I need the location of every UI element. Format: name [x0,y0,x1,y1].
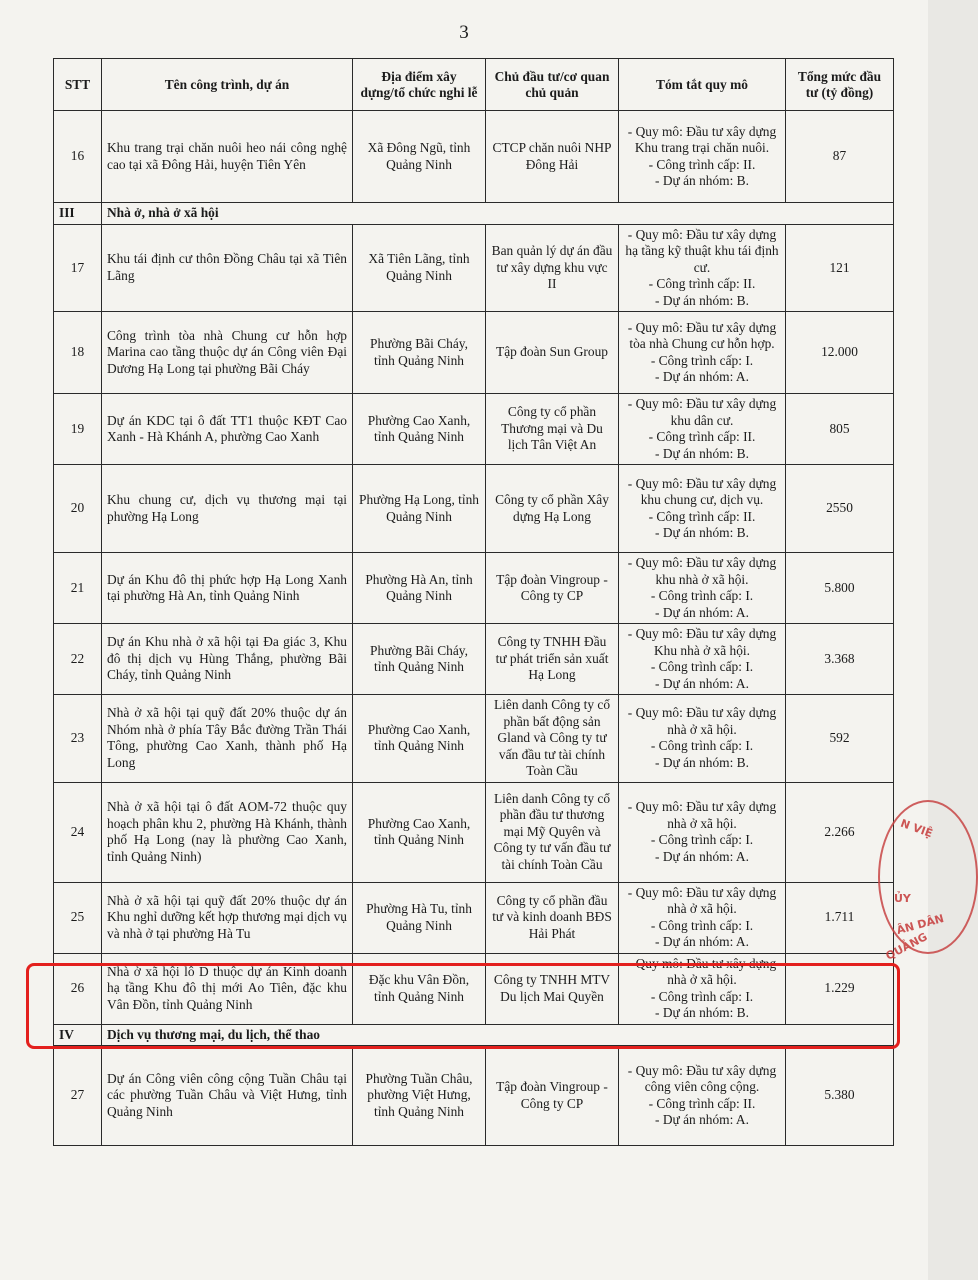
scale-line: - Quy mô: Đầu tư xây dựng hạ tầng kỹ thuật khu tái định cư. [625,226,779,275]
scale-line: - Dự án nhóm: A. [655,934,749,949]
scale-line: - Quy mô: Đầu tư xây dựng Khu nhà ở xã hội. [627,626,777,658]
section-row [54,203,894,225]
scale-line: - Dự án nhóm: B. [655,173,749,188]
row-location: Phường Cao Xanh, tỉnh Quảng Ninh [353,394,486,465]
table-row [54,465,894,553]
table-row [54,553,894,624]
row-scale-summary [619,394,786,465]
row-stt: 26 [54,953,102,1024]
scale-line: - Quy mô: Đầu tư xây dựng khu dân cư. [627,396,777,428]
row-project-name: Nhà ở xã hội tại ô đất AOM-72 thuộc quy hoạch phân khu 2, phường Hà Khánh, thành phố Hạ Long (nay là phường Cao Xanh, tỉnh Quảng Ninh) [102,782,353,882]
header-investor: Chủ đầu tư/cơ quan chủ quản [486,59,619,111]
row-stt: 19 [54,394,102,465]
row-investor: Liên danh Công ty cổ phần đầu tư thương mại Mỹ Quyên và Công ty tư vấn đầu tư tài chính Toàn Cầu [486,782,619,882]
row-project-name: Nhà ở xã hội tại quỹ đất 20% thuộc dự án Khu nghỉ dưỡng kết hợp thương mại dịch vụ và nhà ở tại phường Hà Tu [102,882,353,953]
row-scale-summary [619,224,786,312]
row-location: Phường Cao Xanh, tỉnh Quảng Ninh [353,695,486,783]
table-row [54,1046,894,1146]
row-investor: Tập đoàn Vingroup - Công ty CP [486,1046,619,1146]
row-project-name: Nhà ở xã hội tại quỹ đất 20% thuộc dự án Nhóm nhà ở phía Tây Bắc đường Trần Thái Tông, phường Cao Xanh, thành phố Hạ Long [102,695,353,783]
scale-line: - Dự án nhóm: A. [655,1112,749,1127]
header-stt: STT [54,59,102,111]
row-total-investment: 5.380 [786,1046,894,1146]
row-investor: Công ty cổ phần đầu tư và kinh doanh BĐS Hải Phát [486,882,619,953]
scale-line: - Quy mô: Đầu tư xây dựng nhà ở xã hội. [627,705,777,737]
header-name: Tên công trình, dự án [102,59,353,111]
scale-line: - Công trình cấp: II. [648,429,756,444]
row-stt: 16 [54,111,102,203]
row-total-investment: 1.711 [786,882,894,953]
header-scale: Tóm tắt quy mô [619,59,786,111]
row-stt: 18 [54,312,102,394]
row-scale-summary [619,553,786,624]
row-scale-summary [619,882,786,953]
row-location: Phường Hạ Long, tỉnh Quảng Ninh [353,465,486,553]
row-scale-summary [619,312,786,394]
row-total-investment: 2.266 [786,782,894,882]
scale-line: - Dự án nhóm: B. [655,292,749,308]
header-location: Địa điểm xây dựng/tổ chức nghi lễ [353,59,486,111]
row-investor: Công ty TNHH Đầu tư phát triển sản xuất Hạ Long [486,624,619,695]
table-row [54,624,894,695]
highlight-box [26,963,900,1049]
row-project-name: Khu chung cư, dịch vụ thương mại tại phường Hạ Long [102,465,353,553]
scale-line: - Quy mô: Đầu tư xây dựng khu nhà ở xã hội. [627,555,777,587]
red-seal-stamp: N VIỆ ỦY ÂN DÂN QUẢNG [878,800,978,970]
scale-line: - Quy mô: Đầu tư xây dựng nhà ở xã hội. [627,884,777,916]
scale-line: - Quy mô: Đầu tư xây dựng Khu trang trại chăn nuôi. [627,123,777,155]
section-number: III [54,203,102,225]
header-total: Tổng mức đầu tư (tỷ đồng) [786,59,894,111]
row-total-investment: 2550 [786,465,894,553]
scale-line: - Công trình cấp: I. [650,988,754,1004]
row-project-name: Công trình tòa nhà Chung cư hỗn hợp Marina cao tầng thuộc dự án Công viên Đại Dương Hạ Long tại phường Bãi Cháy [102,312,353,394]
scale-line: - Dự án nhóm: B. [655,445,749,461]
row-scale-summary [619,465,786,553]
row-stt: 27 [54,1046,102,1146]
row-scale-summary [619,695,786,783]
scale-line: - Công trình cấp: I. [650,659,754,674]
row-total-investment: 5.800 [786,553,894,624]
row-project-name: Khu tái định cư thôn Đồng Châu tại xã Tiên Lãng [102,224,353,312]
row-location: Phường Hà Tu, tỉnh Quảng Ninh [353,882,486,953]
row-stt: 24 [54,782,102,882]
row-location: Xã Đông Ngũ, tỉnh Quảng Ninh [353,111,486,203]
row-scale-summary [619,624,786,695]
row-scale-summary [619,1046,786,1146]
row-investor: Công ty cổ phần Xây dựng Hạ Long [486,465,619,553]
row-investor: Tập đoàn Sun Group [486,312,619,394]
table-row [54,782,894,882]
scale-line: - Dự án nhóm: A. [655,604,749,620]
row-investor: Tập đoàn Vingroup - Công ty CP [486,553,619,624]
scale-line: - Công trình cấp: I. [650,588,754,603]
scale-line: - Công trình cấp: II. [648,1095,756,1111]
row-location: Phường Hà An, tỉnh Quảng Ninh [353,553,486,624]
row-total-investment: 12.000 [786,312,894,394]
table-row [54,394,894,465]
scale-line: - Quy mô: Đầu tư xây dựng tòa nhà Chung cư hỗn hợp. [627,319,777,351]
table-row [54,224,894,312]
row-project-name: Nhà ở xã hội lô D thuộc dự án Kinh doanh hạ tầng Khu đô thị mới Ao Tiên, đặc khu Vân Đồn, tỉnh Quảng Ninh [102,953,353,1024]
scale-line: - Công trình cấp: I. [650,352,754,368]
row-scale-summary [619,111,786,203]
scale-line: - Công trình cấp: I. [650,917,754,933]
row-location: Phường Tuần Châu, phường Việt Hưng, tỉnh Quảng Ninh [353,1046,486,1146]
row-stt: 22 [54,624,102,695]
table-row [54,111,894,203]
row-investor: Liên danh Công ty cổ phần bất động sản Gland và Công ty tư vấn đầu tư tài chính Toàn Cầu [486,695,619,783]
row-stt: 25 [54,882,102,953]
scale-line: - Dự án nhóm: A. [655,369,749,384]
table-row [54,312,894,394]
row-total-investment: 805 [786,394,894,465]
page-number: 3 [459,22,469,43]
scale-line: - Công trình cấp: II. [648,156,756,172]
row-total-investment: 592 [786,695,894,783]
scale-line: - Dự án nhóm: B. [655,1005,749,1020]
scale-line: - Dự án nhóm: A. [655,848,749,864]
section-title: Nhà ở, nhà ở xã hội [102,203,894,225]
row-location: Phường Bãi Cháy, tỉnh Quảng Ninh [353,312,486,394]
row-stt: 20 [54,465,102,553]
row-stt: 17 [54,224,102,312]
row-total-investment: 87 [786,111,894,203]
scale-line: - Quy mô: Đầu tư xây dựng khu chung cư, dịch vụ. [627,475,777,507]
row-total-investment: 121 [786,224,894,312]
row-project-name: Dự án Công viên công cộng Tuần Châu tại các phường Tuần Châu và Việt Hưng, tỉnh Quảng Ninh [102,1046,353,1146]
row-investor: CTCP chăn nuôi NHP Đông Hải [486,111,619,203]
row-stt: 23 [54,695,102,783]
scale-line: - Dự án nhóm: A. [655,675,749,691]
scale-line: - Công trình cấp: II. [648,508,756,524]
table-row [54,695,894,783]
scale-line: - Quy mô: Đầu tư xây dựng nhà ở xã hội. [627,955,777,987]
table-header-row [54,59,894,111]
row-location: Phường Bãi Cháy, tỉnh Quảng Ninh [353,624,486,695]
row-total-investment: 3.368 [786,624,894,695]
row-scale-summary [619,782,786,882]
scale-line: - Công trình cấp: I. [650,738,754,754]
row-project-name: Dự án KDC tại ô đất TT1 thuộc KĐT Cao Xanh - Hà Khánh A, phường Cao Xanh [102,394,353,465]
scale-line: - Dự án nhóm: B. [655,754,749,770]
row-stt: 21 [54,553,102,624]
section-number: IV [54,1024,102,1046]
row-investor: Công ty cổ phần Thương mại và Du lịch Tân Việt An [486,394,619,465]
row-total-investment: 1.229 [786,953,894,1024]
row-investor: Công ty TNHH MTV Du lịch Mai Quyền [486,953,619,1024]
row-location: Xã Tiên Lãng, tỉnh Quảng Ninh [353,224,486,312]
section-title: Dịch vụ thương mại, du lịch, thể thao [102,1024,894,1046]
scale-line: - Công trình cấp: I. [650,832,754,847]
row-project-name: Dự án Khu đô thị phức hợp Hạ Long Xanh tại phường Hà An, tỉnh Quảng Ninh [102,553,353,624]
row-project-name: Dự án Khu nhà ở xã hội tại Đa giác 3, Khu đô thị dịch vụ Hùng Thắng, phường Bãi Cháy, tỉnh Quảng Ninh [102,624,353,695]
row-location: Đặc khu Vân Đồn, tỉnh Quảng Ninh [353,953,486,1024]
row-location: Phường Cao Xanh, tỉnh Quảng Ninh [353,782,486,882]
scale-line: - Dự án nhóm: B. [655,525,749,540]
table-row [54,882,894,953]
scale-line: - Quy mô: Đầu tư xây dựng nhà ở xã hội. [627,799,777,831]
scale-line: - Quy mô: Đầu tư xây dựng công viên công cộng. [627,1062,777,1094]
scale-line: - Công trình cấp: II. [648,276,756,291]
row-project-name: Khu trang trại chăn nuôi heo nái công nghệ cao tại xã Đông Hải, huyện Tiên Yên [102,111,353,203]
row-investor: Ban quản lý dự án đầu tư xây dựng khu vực II [486,224,619,312]
